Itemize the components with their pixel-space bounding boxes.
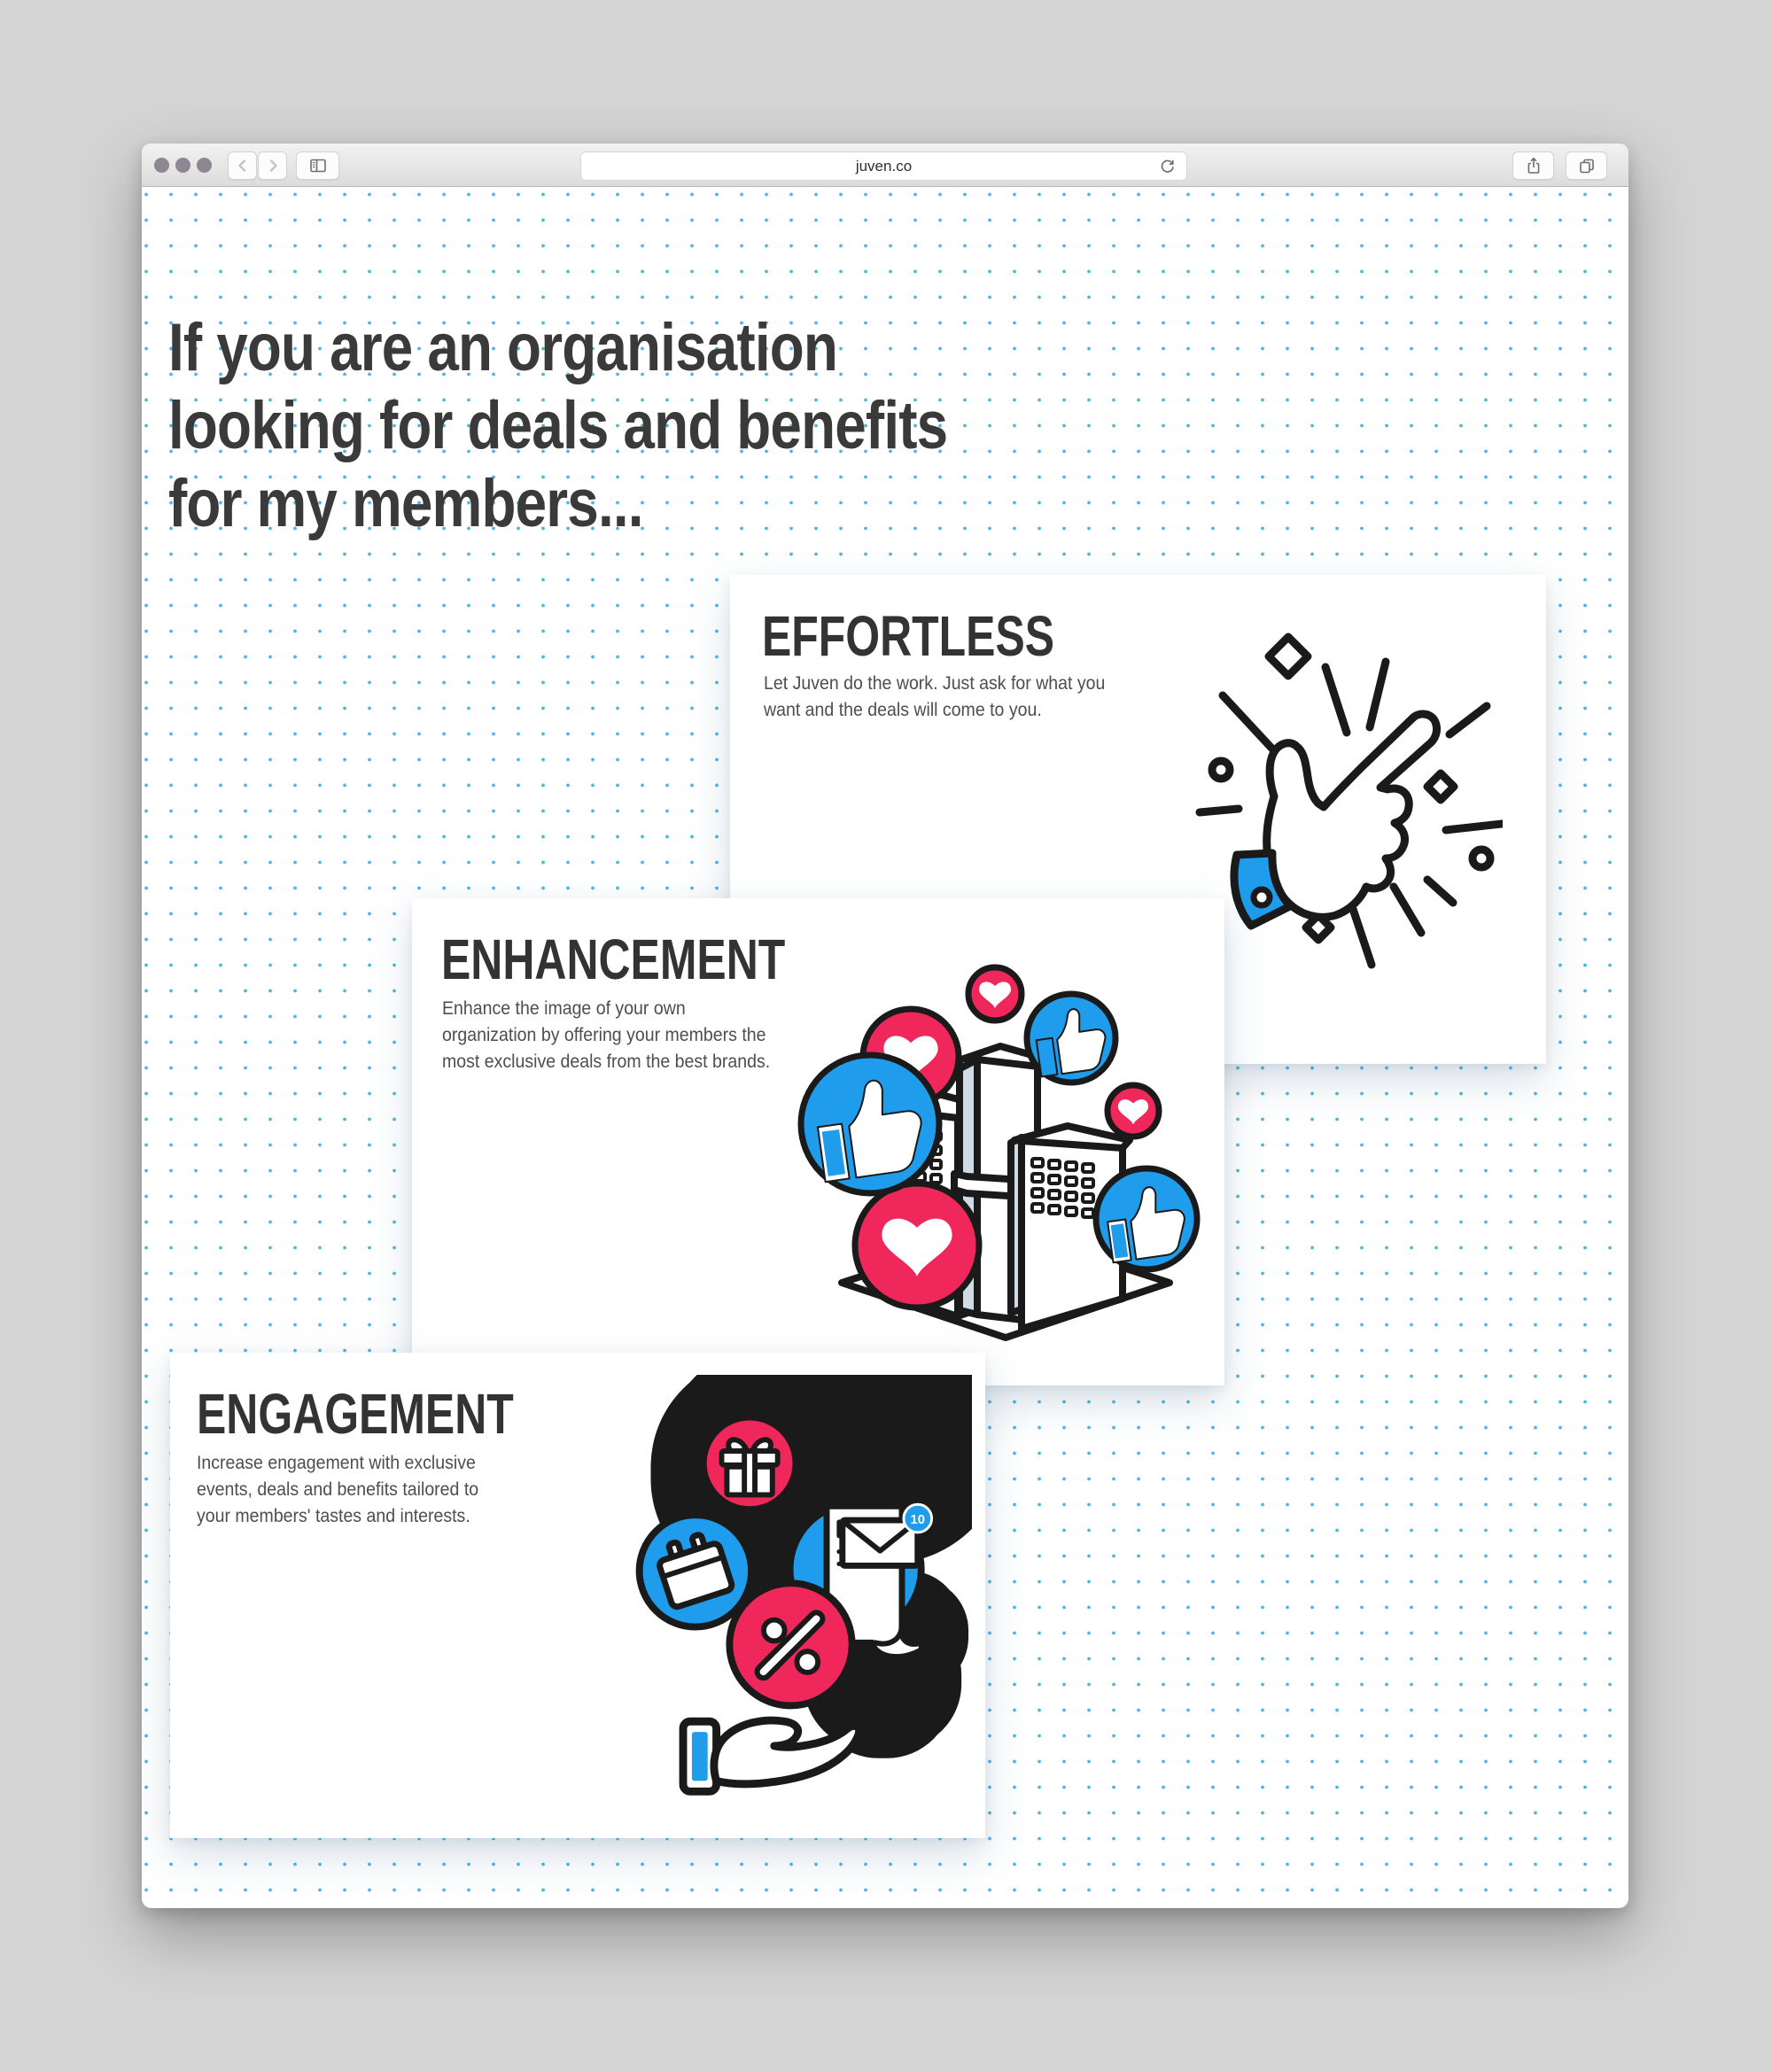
card-title: ENGAGEMENT bbox=[197, 1382, 514, 1446]
card-enhancement bbox=[412, 898, 1224, 1385]
card-title: EFFORTLESS bbox=[762, 604, 1055, 668]
chevron-right-icon bbox=[264, 157, 282, 175]
back-button[interactable] bbox=[228, 151, 257, 180]
reload-icon[interactable] bbox=[1159, 158, 1176, 175]
page-title bbox=[168, 309, 947, 543]
finger-snap-hand-illustration bbox=[1184, 621, 1503, 1011]
reload-arrow-icon bbox=[1159, 158, 1176, 175]
notification-count: 10 bbox=[910, 1513, 925, 1528]
url-text: juven.co bbox=[855, 157, 913, 175]
minimize-button[interactable] bbox=[175, 158, 190, 173]
window-controls bbox=[154, 144, 212, 186]
share-button[interactable] bbox=[1512, 151, 1554, 180]
card-description: Increase engagement with exclusive events, deals and benefits tailored to your members' tastes and interests. bbox=[197, 1453, 479, 1526]
browser-toolbar bbox=[142, 144, 1628, 187]
forward-button[interactable] bbox=[258, 151, 287, 180]
card-title: ENHANCEMENT bbox=[441, 927, 786, 991]
fullscreen-button[interactable] bbox=[197, 158, 212, 173]
sidebar-toggle-button[interactable] bbox=[296, 151, 339, 180]
share-icon bbox=[1525, 156, 1543, 175]
tab-overview-button[interactable] bbox=[1566, 151, 1607, 180]
card-description: Let Juven do the work. Just ask for what you want and the deals will come to you. bbox=[764, 673, 1106, 720]
page-content bbox=[142, 187, 1628, 1908]
city-buildings-likes-illustration bbox=[793, 953, 1218, 1352]
card-engagement bbox=[170, 1353, 985, 1838]
page-title-line: If you are an organisation bbox=[168, 310, 838, 385]
page-title-line: looking for deals and benefits bbox=[168, 388, 948, 463]
tabs-icon bbox=[1577, 156, 1597, 175]
card-description: Enhance the image of your own organization by offering your members the most exclusive deals from the best brands. bbox=[442, 998, 771, 1072]
chevron-left-icon bbox=[234, 157, 252, 175]
close-button[interactable] bbox=[154, 158, 169, 173]
sidebar-icon bbox=[308, 157, 328, 175]
offering-hand-deals-illustration bbox=[613, 1375, 972, 1817]
browser-window bbox=[142, 144, 1628, 1908]
address-bar[interactable] bbox=[580, 151, 1187, 181]
page-title-line: for my members... bbox=[168, 466, 643, 541]
